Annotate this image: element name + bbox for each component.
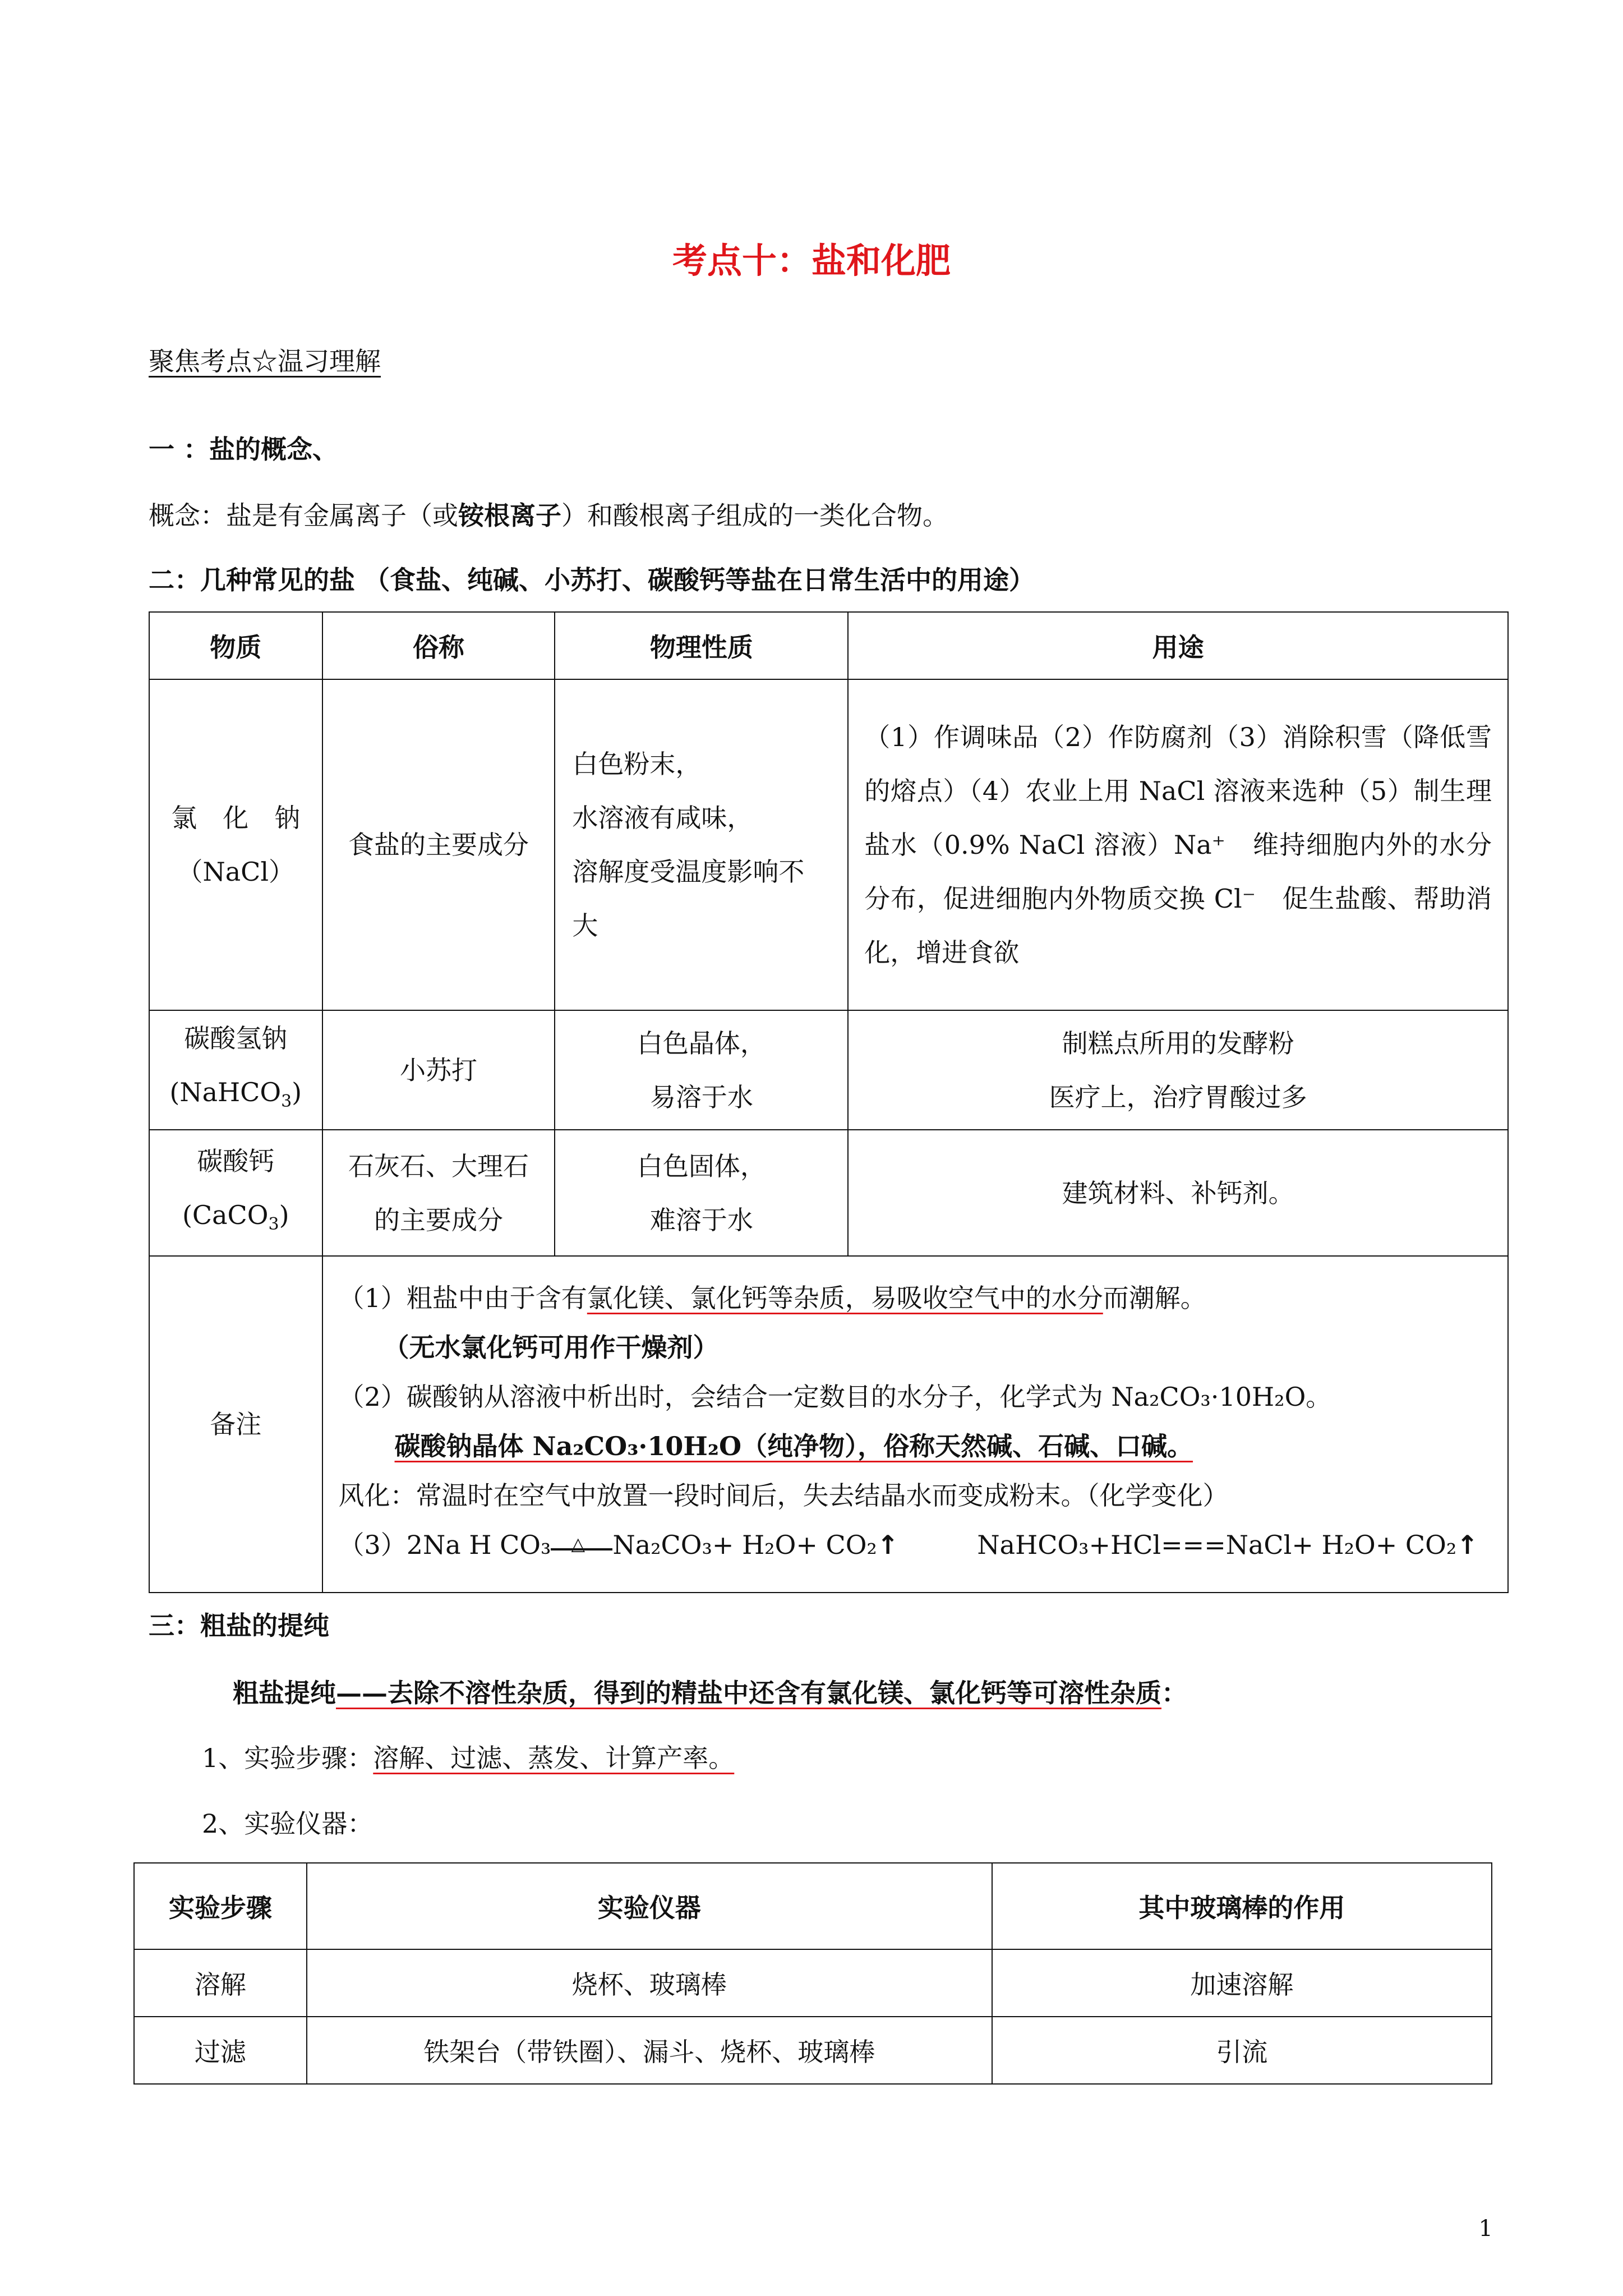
formula-part: ) xyxy=(279,1200,289,1231)
cell-apparatus: 烧杯、玻璃棒 xyxy=(307,1949,992,2017)
concept-line xyxy=(149,495,948,532)
note-2b: 碳酸钠晶体 Na₂CO₃·10H₂O（纯净物），俗称天然碱、石碱、口碱。 xyxy=(394,1431,1193,1462)
concept-bold: 铵根离子 xyxy=(458,500,561,531)
common-line: 石灰石、大理石 xyxy=(348,1151,529,1181)
apparatus-table xyxy=(133,1862,1492,2085)
focus-heading: 聚焦考点☆温习理解 xyxy=(149,346,381,376)
prop-line: 易溶于水 xyxy=(649,1082,753,1112)
cell-uses: 建筑材料、补钙剂。 xyxy=(848,1130,1508,1256)
substance-formula xyxy=(150,1188,321,1251)
header-apparatus: 实验仪器 xyxy=(307,1863,992,1949)
heat-symbol xyxy=(551,1533,612,1558)
cell-props xyxy=(555,1010,848,1130)
step1-line xyxy=(202,1738,734,1775)
cell-step: 溶解 xyxy=(134,1949,307,2017)
step1-label: 1、实验步骤： xyxy=(202,1743,374,1773)
formula-part: (CaCO xyxy=(182,1200,269,1231)
concept-prefix: 概念：盐是有金属离子（或 xyxy=(149,500,458,531)
cell-substance xyxy=(149,1010,322,1130)
purification-line xyxy=(233,1673,1187,1710)
notes-cell xyxy=(322,1256,1508,1593)
header-physical-props: 物理性质 xyxy=(555,612,848,679)
equation-part: Na₂CO₃+ H₂O+ CO₂ xyxy=(612,1530,877,1561)
note-3: 风化：常温时在空气中放置一段时间后，失去结晶水而变成粉末。（化学变化） xyxy=(338,1480,1229,1511)
equation-line xyxy=(551,1548,612,1550)
cell-rod-role: 加速溶解 xyxy=(992,1949,1492,2017)
section1-heading: 一 ：盐的概念、 xyxy=(149,434,339,464)
formula-part: (NaHCO xyxy=(169,1077,282,1107)
cell-substance xyxy=(149,679,322,1010)
formula-sub: 3 xyxy=(281,1092,292,1112)
cell-uses: （1）作调味品（2）作防腐剂（3）消除积雪（降低雪的熔点）（4）农业上用 NaCl 溶液来选种（5）制生理盐水（0.9% NaCl 溶液）Na⁺ 维持细胞内外的水分分布，促进细胞内外物质交换 Cl⁻ 促生盐酸、帮助消化，增进食欲 xyxy=(848,679,1508,1010)
table-header-row xyxy=(134,1863,1492,1949)
cell-rod-role: 引流 xyxy=(992,2017,1492,2084)
substance-formula: （NaCl） xyxy=(177,857,295,887)
triangle-icon: △ xyxy=(571,1533,585,1555)
table-row xyxy=(134,2017,1492,2084)
table-row xyxy=(134,1949,1492,2017)
step2-line: 2、实验仪器： xyxy=(202,1809,374,1839)
prop-line: 白色固体， xyxy=(637,1151,766,1181)
table-row xyxy=(149,1010,1508,1130)
cell-props xyxy=(555,1130,848,1256)
cell-common: 食盐的主要成分 xyxy=(322,679,555,1010)
salts-table xyxy=(149,611,1509,1593)
arrow-up-icon: ↑ xyxy=(1456,1530,1478,1561)
use-line: 医疗上，治疗胃酸过多 xyxy=(1049,1082,1307,1112)
prop-line: 溶解度受温度影响不 xyxy=(572,857,805,887)
cell-step: 过滤 xyxy=(134,2017,307,2084)
note-1b: （无水氯化钙可用作干燥剂） xyxy=(383,1332,719,1363)
purification-underlined: ——去除不溶性杂质，得到的精盐中还含有氯化镁、氯化钙等可溶性杂质 xyxy=(336,1678,1161,1708)
equation-part: （3）2Na H CO₃ xyxy=(338,1530,551,1561)
section3-heading: 三：粗盐的提纯 xyxy=(149,1611,329,1641)
header-step: 实验步骤 xyxy=(134,1863,307,1949)
common-line: 的主要成分 xyxy=(374,1204,503,1235)
cell-common xyxy=(322,1130,555,1256)
note-2: （2）碳酸钠从溶液中析出时，会结合一定数目的水分子，化学式为 Na₂CO₃·10H₂O。 xyxy=(338,1382,1332,1412)
note-underlined: 氯化镁、氯化钙等杂质，易吸收空气中的水分 xyxy=(587,1283,1103,1314)
prop-line: 难溶于水 xyxy=(649,1204,753,1235)
cell-uses xyxy=(848,1010,1508,1130)
table-header-row xyxy=(149,612,1508,679)
header-substance: 物质 xyxy=(149,612,322,679)
prop-line: 白色粉末， xyxy=(572,749,702,779)
header-rod-role: 其中玻璃棒的作用 xyxy=(992,1863,1492,1949)
formula-part: ) xyxy=(292,1077,302,1107)
note-text: 而潮解。 xyxy=(1103,1283,1206,1314)
equation-part: NaHCO₃+HCl===NaCl+ H₂O+ CO₂ xyxy=(977,1530,1457,1561)
table-row xyxy=(149,1130,1508,1256)
cell-apparatus: 铁架台（带铁圈）、漏斗、烧杯、玻璃棒 xyxy=(307,2017,992,2084)
formula-sub: 3 xyxy=(268,1214,279,1235)
arrow-up-icon: ↑ xyxy=(877,1530,899,1561)
note-1 xyxy=(339,1273,1492,1323)
table-row xyxy=(149,679,1508,1010)
prop-line: 大 xyxy=(572,910,598,941)
substance-name: 碳酸氢钠 xyxy=(184,1023,288,1053)
step1-underlined: 溶解、过滤、蒸发、计算产率。 xyxy=(373,1743,735,1773)
substance-name: 氯 化 钠 xyxy=(171,803,301,833)
purification-title: 粗盐提纯 xyxy=(233,1678,336,1708)
cell-props xyxy=(555,679,848,1010)
header-common-name: 俗称 xyxy=(322,612,555,679)
cell-substance xyxy=(149,1130,322,1256)
use-line: 制糕点所用的发酵粉 xyxy=(1062,1028,1294,1059)
notes-row xyxy=(149,1256,1508,1593)
cell-common: 小苏打 xyxy=(322,1010,555,1130)
concept-suffix: ）和酸根离子组成的一类化合物。 xyxy=(561,500,948,531)
substance-name: 碳酸钙 xyxy=(197,1146,275,1177)
page-title: 考点十：盐和化肥 xyxy=(672,240,951,281)
note-4 xyxy=(339,1520,1492,1570)
section2-heading: 二：几种常见的盐 （食盐、纯碱、小苏打、碳酸钙等盐在日常生活中的用途） xyxy=(149,565,1035,595)
substance-formula xyxy=(150,1065,321,1129)
purification-colon: ： xyxy=(1161,1678,1187,1708)
header-uses: 用途 xyxy=(848,612,1508,679)
page-number: 1 xyxy=(1478,2216,1493,2242)
prop-line: 白色晶体， xyxy=(637,1028,766,1059)
notes-label: 备注 xyxy=(149,1256,322,1593)
prop-line: 水溶液有咸味， xyxy=(572,803,753,833)
note-text: （1）粗盐中由于含有 xyxy=(338,1283,587,1314)
